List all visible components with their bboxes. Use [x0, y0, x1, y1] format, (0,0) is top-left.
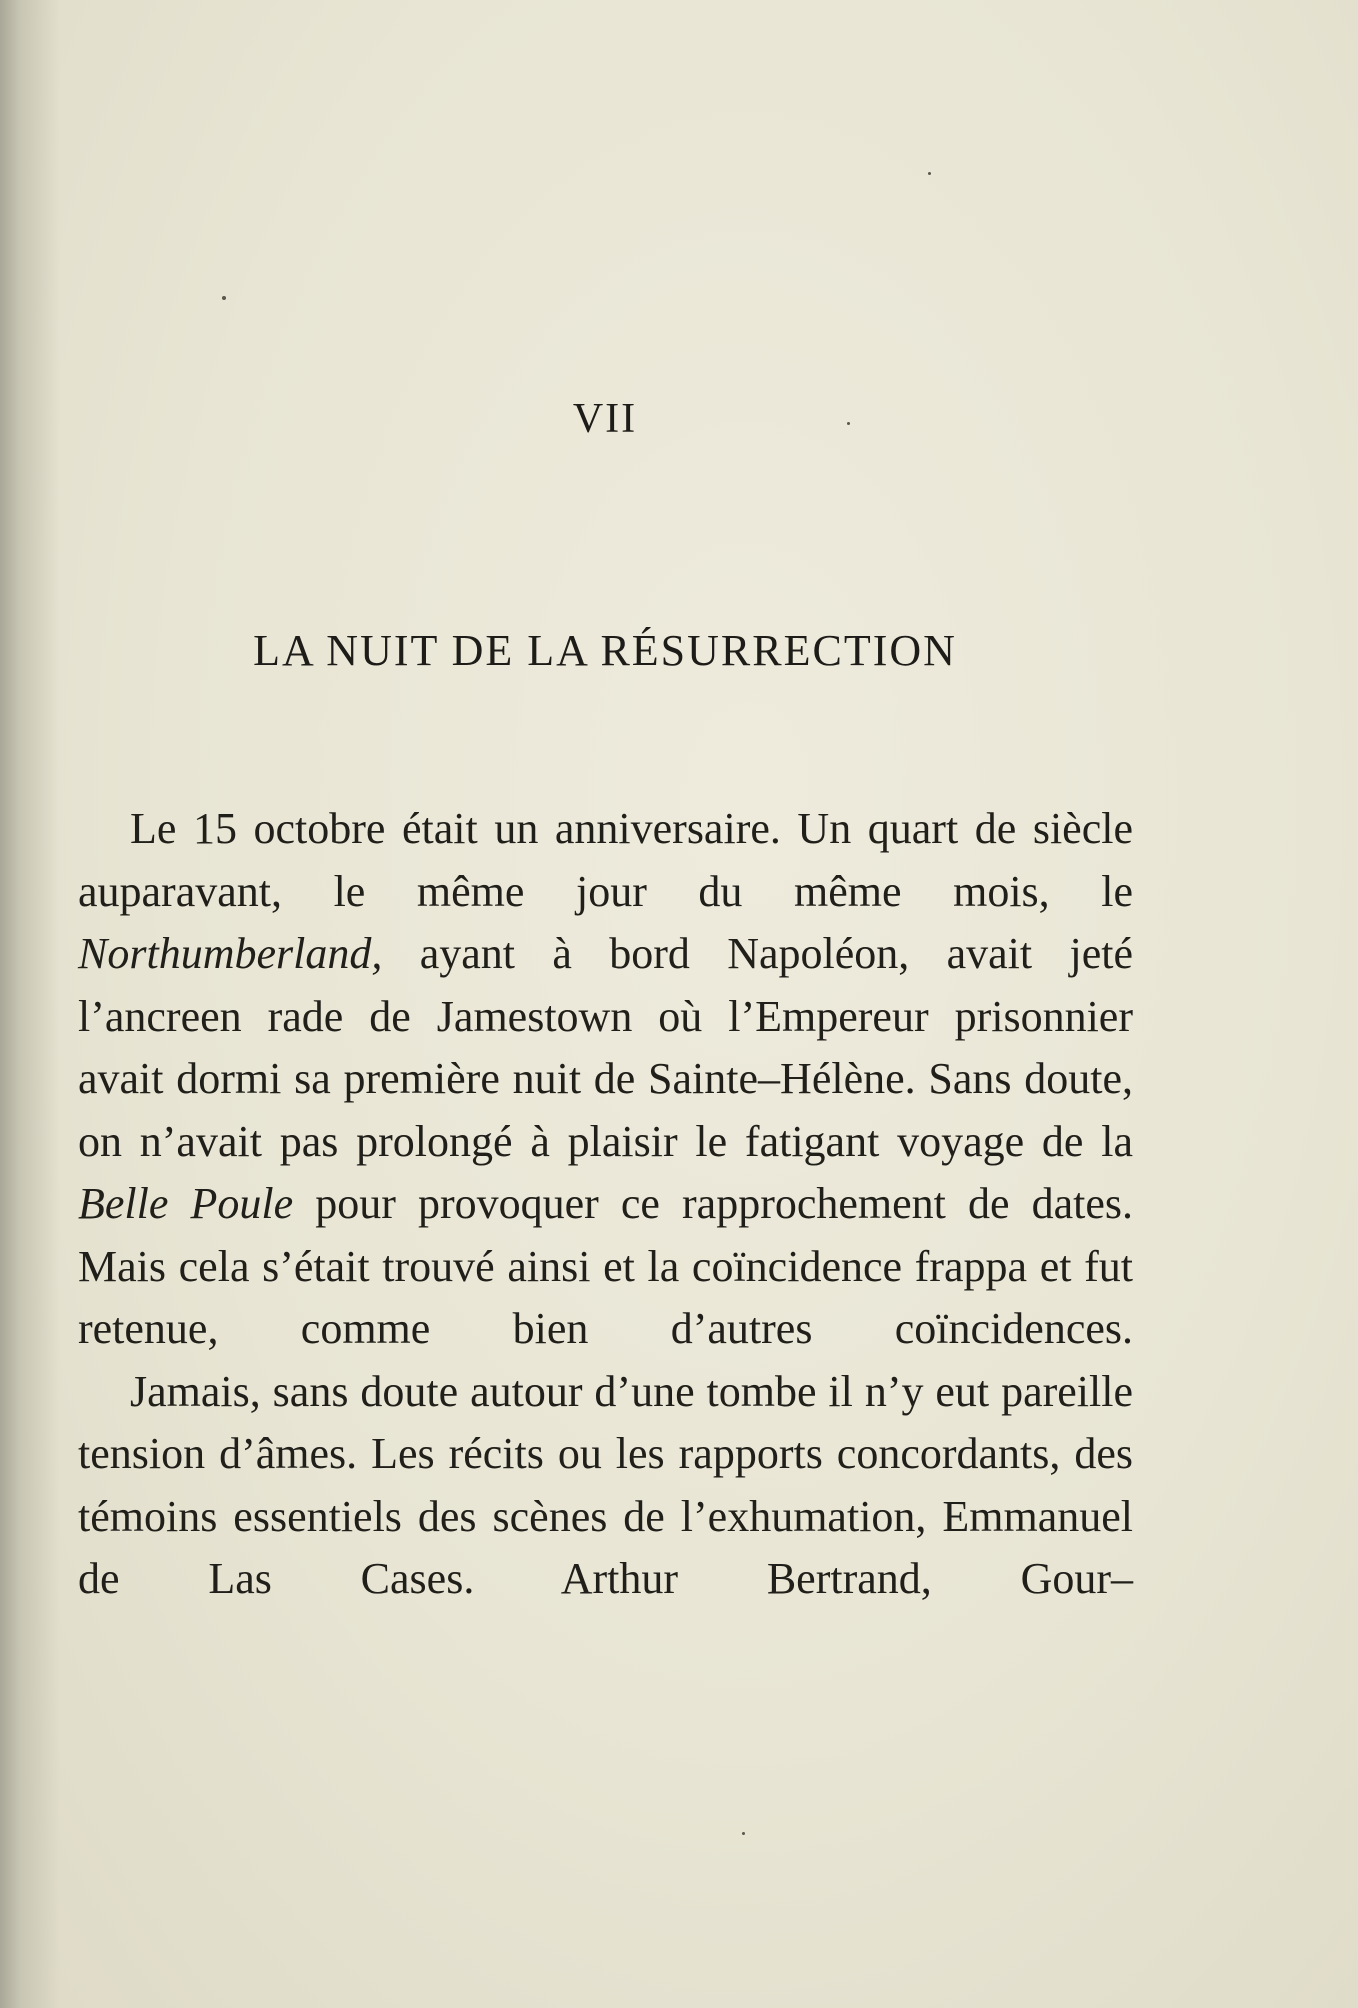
ship-name-northumberland: Northumberland,: [78, 929, 383, 978]
paragraph-1: [78, 798, 1133, 1361]
paper-speck: [928, 172, 931, 175]
page-gutter-shadow: [0, 0, 60, 2008]
chapter-number: VII: [572, 396, 638, 442]
ship-name-belle-poule: Belle Poule: [78, 1179, 294, 1228]
text-segment: pour provoquer ce rapprochement de dates. Mais cela s’était trouvé ainsi et la coïncidence frappa et fut retenue, comme bien d’autres coïncidences.: [78, 1179, 1133, 1353]
text-segment: Le 15 octobre était un anniversaire. Un quart de siècle auparavant, le même jour du même mois, le: [78, 804, 1133, 916]
paragraph-2: [78, 1361, 1133, 1611]
text-segment: ayant à bord Napoléon, avait jeté l’ancreen rade de Jamestown où l’Empereur prisonnier avait dormi sa première nuit de Sainte–Hélène. Sans doute, on n’avait pas prolongé à plaisir le fatigant voyage de la: [78, 929, 1133, 1166]
chapter-body: [78, 798, 1133, 1611]
chapter-title: LA NUIT DE LA RÉSURRECTION: [253, 626, 957, 675]
paper-speck: [742, 1832, 745, 1835]
text-segment: Jamais, sans doute autour d’une tombe il n’y eut pareille tension d’âmes. Les récits ou les rapports concordants, des témoins essentiels des scènes de l’exhumation, Emmanuel de Las Cases. Arthur Bertrand, Gour–: [78, 1366, 1133, 1603]
paper-speck: [222, 296, 226, 300]
